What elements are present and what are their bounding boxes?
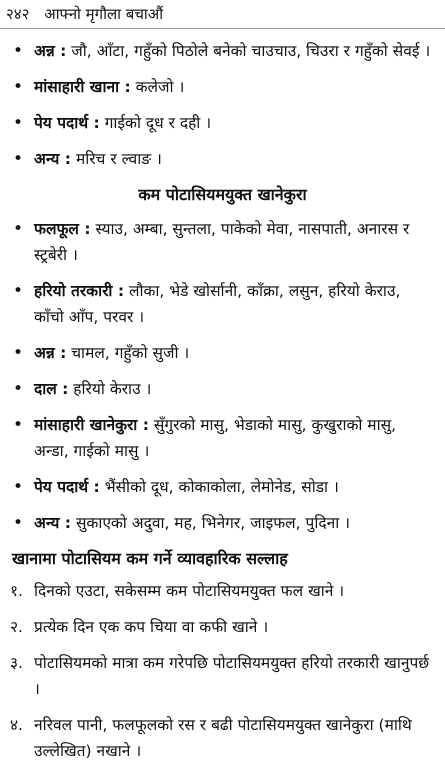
item-text: मरिच र ल्वाङ ।	[75, 150, 162, 168]
low-potassium-heading: कम पोटासियमयुक्त खानेकुरा	[138, 185, 307, 204]
item-text: सुकाएको अदुवा, मह, भिनेगर, जाइफल, पुदिना ।	[75, 514, 351, 532]
bullet-icon: •	[13, 513, 24, 533]
page-header	[6, 4, 163, 26]
bullet-icon: •	[13, 113, 24, 133]
advice-text: दिनको एउटा, सकेसम्म कम पोटासियमयुक्त फल खाने ।	[34, 582, 345, 600]
item-text: चामल, गहुँको सुजी ।	[71, 344, 190, 362]
item-label: अन्य :	[34, 150, 71, 168]
list-item	[0, 474, 445, 500]
advice-item	[0, 578, 445, 604]
advice-list	[0, 578, 445, 764]
item-label: अन्य :	[34, 514, 71, 532]
advice-item	[0, 614, 445, 640]
item-text: कलेजो ।	[135, 78, 185, 96]
advice-number: ४.	[10, 716, 23, 734]
item-label: मांसाहारी खाना :	[34, 78, 131, 96]
advice-heading: खानामा पोटासियम कम गर्ने व्यावहारिक सल्लाह	[12, 549, 288, 568]
item-label: अन्न :	[34, 344, 67, 362]
list-item	[0, 376, 445, 402]
item-text: स्याउ, अम्बा, सुन्तला, पाकेको मेवा, नासपाती, अनारस र स्ट्रबेरी ।	[34, 220, 410, 264]
list-item	[0, 340, 445, 366]
item-label: पेय पदार्थ :	[34, 478, 100, 496]
food-list-section	[0, 38, 445, 172]
item-text: हरियो केराउ ।	[73, 380, 152, 398]
item-text: जौ, आँटा, गहुँको पिठोले बनेको चाउचाउ, चिउरा र गहुँको सेवई ।	[71, 42, 431, 60]
item-text: सुँगुरको मासु, भेडाको मासु, कुखुराको मासु, अन्डा, गाईको मासु ।	[34, 416, 397, 460]
item-text: भैंसीको दूध, कोकाकोला, लेमोनेड, सोडा ।	[104, 478, 339, 496]
bullet-icon: •	[13, 343, 24, 363]
bullet-icon: •	[13, 77, 24, 97]
list-item	[0, 278, 445, 330]
bullet-icon: •	[13, 281, 24, 301]
item-label: अन्न :	[34, 42, 67, 60]
advice-text: नरिवल पानी, फलफूलको रस र बढी पोटासियमयुक्त खानेकुरा (माथि उल्लेखित) नखाने ।	[34, 716, 412, 760]
list-item	[0, 510, 445, 536]
page-content	[0, 38, 445, 774]
item-label: मांसाहारी खानेकुरा :	[34, 416, 149, 434]
low-potassium-list	[0, 216, 445, 536]
list-item	[0, 38, 445, 64]
bullet-icon: •	[13, 41, 24, 61]
list-item	[0, 216, 445, 268]
header-divider	[0, 28, 445, 29]
list-item	[0, 74, 445, 100]
list-item	[0, 146, 445, 172]
bullet-icon: •	[13, 379, 24, 399]
item-label: पेय पदार्थ :	[34, 114, 100, 132]
advice-number: ३.	[10, 654, 23, 672]
advice-text: पोटासियमको मात्रा कम गरेपछि पोटासियमयुक्त हरियो तरकारी खानुपर्छ ।	[34, 654, 430, 698]
bullet-icon: •	[13, 415, 24, 435]
item-text: गाईको दूध र दही ।	[104, 114, 212, 132]
advice-number: २.	[10, 618, 23, 636]
page-number: २४२	[6, 5, 30, 23]
bullet-icon: •	[13, 219, 24, 239]
item-text: लौका, भेडे खोर्सानी, काँक्रा, लसुन, हरियो केराउ, काँचो आँप, परवर ।	[34, 282, 401, 326]
advice-text: प्रत्येक दिन एक कप चिया वा कफी खाने ।	[34, 618, 269, 636]
item-label: हरियो तरकारी :	[34, 282, 125, 300]
item-label: दाल :	[34, 380, 69, 398]
bullet-icon: •	[13, 477, 24, 497]
list-item	[0, 110, 445, 136]
bullet-icon: •	[13, 149, 24, 169]
advice-item	[0, 650, 445, 702]
list-item	[0, 412, 445, 464]
item-label: फलफूल :	[34, 220, 91, 238]
running-title: आफ्नो मृगौला बचाऔं	[44, 5, 164, 23]
advice-number: १.	[10, 582, 23, 600]
